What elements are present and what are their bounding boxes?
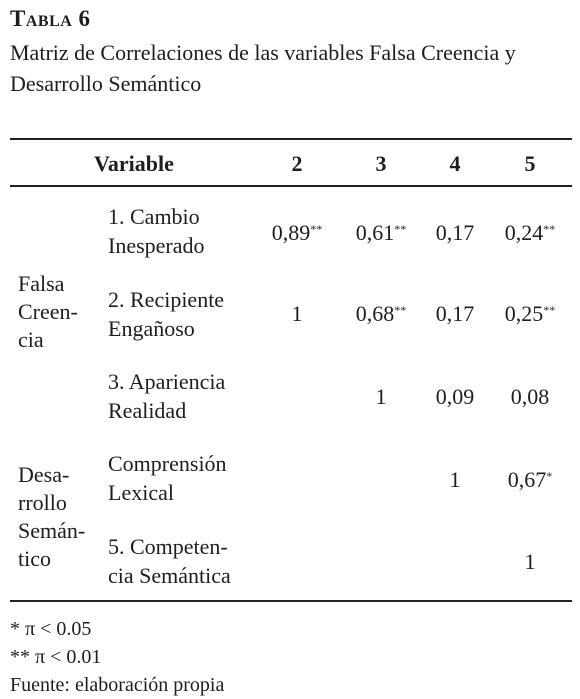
- row-variable-name: [108, 532, 231, 590]
- name-line: Lexical: [108, 480, 174, 505]
- cell-c4: 0,09: [435, 384, 475, 409]
- name-line: cia Semántica: [108, 563, 231, 588]
- name-line: 5. Competen-: [108, 534, 228, 559]
- cell-c5: 0,08: [510, 384, 550, 409]
- name-line: Engañoso: [108, 316, 195, 341]
- table-caption: Matriz de Correlaciones de las variables Falsa Creencia y Desarrollo Semántico: [10, 40, 516, 96]
- group-desarrollo-semantico: [18, 461, 85, 573]
- cell-c4: 0,17: [435, 301, 475, 326]
- cell-c4: 1: [449, 467, 461, 492]
- cell-c2: 1: [291, 301, 303, 326]
- table-title: Tabla 6: [10, 6, 91, 31]
- cell-c2: 0,89**: [271, 220, 323, 245]
- cell-c5: 0,67*: [507, 467, 553, 492]
- row-variable-name: [108, 449, 227, 507]
- group-line: tico: [18, 546, 51, 571]
- header-rule: [10, 185, 572, 187]
- cell-c4: 0,17: [435, 220, 475, 245]
- cell-c3: 0,61**: [355, 220, 407, 245]
- bottom-rule: [10, 600, 572, 602]
- footnote-significance-01: ** π < 0.01: [10, 646, 102, 668]
- group-line: Falsa: [18, 271, 65, 296]
- name-line: 2. Recipiente: [108, 287, 225, 312]
- group-line: cia: [18, 327, 44, 352]
- cell-c5: 1: [524, 549, 536, 574]
- row-variable-name: [108, 202, 205, 260]
- header-col-5: 5: [524, 151, 536, 176]
- name-line: Realidad: [108, 398, 187, 423]
- group-line: Desa-: [18, 462, 70, 487]
- name-line: Inesperado: [108, 233, 205, 258]
- name-line: Comprensión: [108, 451, 227, 476]
- name-line: 1. Cambio: [108, 204, 200, 229]
- cell-c5: 0,24**: [504, 220, 556, 245]
- row-variable-name: [108, 285, 224, 343]
- cell-c3: 0,68**: [355, 301, 407, 326]
- group-line: rrollo: [18, 490, 67, 515]
- header-variable: Variable: [94, 151, 174, 176]
- header-col-4: 4: [449, 151, 461, 176]
- group-line: Semán-: [18, 518, 86, 543]
- group-line: Creen-: [18, 299, 78, 324]
- row-variable-name: [108, 367, 225, 425]
- header-col-2: 2: [291, 151, 303, 176]
- header-col-3: 3: [375, 151, 387, 176]
- footnote-significance-05: * π < 0.05: [10, 618, 92, 640]
- name-line: 3. Apariencia: [108, 369, 226, 394]
- cell-c3: 1: [375, 384, 387, 409]
- cell-c5: 0,25**: [504, 301, 556, 326]
- group-falsa-creencia: [18, 270, 78, 354]
- footnote-source: Fuente: elaboración propia: [10, 674, 225, 696]
- top-rule: [10, 138, 572, 140]
